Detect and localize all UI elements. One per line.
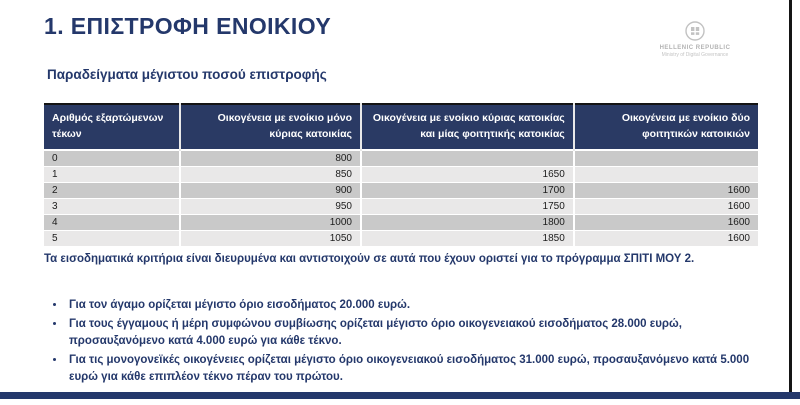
table-row-3 [44, 199, 758, 215]
table-cell: 1000 [180, 215, 361, 231]
table-cell: 1700 [361, 183, 574, 199]
slide-right-border [789, 0, 792, 393]
table-cell: 950 [180, 199, 361, 215]
hellenic-republic-logo [645, 20, 745, 58]
table-cell: 2 [52, 185, 58, 196]
table-cell: 3 [52, 201, 58, 212]
column-header-0: Αριθμός εξαρτώμενων τέκων [44, 104, 180, 150]
table-body [44, 150, 758, 246]
table-cell [574, 167, 758, 183]
table-caption: Παραδείγματα μέγιστου ποσού επιστροφής [47, 67, 327, 82]
table-cell [361, 150, 574, 167]
table-header-row [44, 104, 758, 150]
table-cell: 850 [180, 167, 361, 183]
table-cell: 1 [52, 169, 58, 180]
income-criteria-list [44, 297, 778, 388]
income-criteria-intro: Τα εισοδηματικά κριτήρια είναι διευρυμένα και αντιστοιχούν σε αυτά που έχουν οριστεί για το πρόγραμμα ΣΠΙΤΙ ΜΟΥ 2. [44, 253, 695, 265]
income-criteria-bullet-0: • Για τον άγαμο ορίζεται μέγιστο όριο εισοδήματος 20.000 ευρώ. [66, 297, 778, 314]
slide-footer-bar [0, 392, 800, 399]
column-header-1: Οικογένεια με ενοίκιο μόνο κύριας κατοικίας [180, 104, 361, 150]
hellenic-republic-emblem-icon [684, 20, 706, 42]
income-criteria-bullet-2: • Για τις μονογονεϊκές οικογένειες ορίζεται μέγιστο όριο οικογενειακού εισοδήματος 31.000 ευρώ, προσαυξανόμενο κατά 5.000 ευρώ για κάθε επιπλέον τέκνο πέραν του πρώτου. [66, 352, 778, 385]
table-row-0 [44, 150, 758, 167]
table-row-2 [44, 183, 758, 199]
column-header-2: Οικογένεια με ενοίκιο κύριας κατοικίας και μίας φοιτητικής κατοικίας [361, 104, 574, 150]
table-cell: 5 [52, 233, 58, 244]
column-header-3: Οικογένεια με ενοίκιο δύο φοιτητικών κατοικιών [574, 104, 758, 150]
logo-text-line1: HELLENIC REPUBLIC [659, 45, 731, 51]
table-cell: 1750 [361, 199, 574, 215]
max-refund-table [44, 103, 758, 246]
table-cell: 800 [180, 150, 361, 167]
table-cell: 1600 [574, 215, 758, 231]
table-cell: 1800 [361, 215, 574, 231]
table-row-5 [44, 231, 758, 247]
income-criteria-bullet-1: • Για τους έγγαμους ή μέρη συμφώνου συμβίωσης ορίζεται μέγιστο όριο οικογενειακού εισοδήματος 28.000 ευρώ, προσαυξανόμενο κατά 4.000 ευρώ για κάθε τέκνο. [66, 316, 778, 349]
table-cell: 0 [52, 153, 58, 164]
table-row-4 [44, 215, 758, 231]
table-cell: 900 [180, 183, 361, 199]
table-cell: 1650 [361, 167, 574, 183]
table-cell: 1050 [180, 231, 361, 247]
table-cell: 4 [52, 217, 58, 228]
table-cell: 1600 [574, 199, 758, 215]
table-cell: 1850 [361, 231, 574, 247]
page-title: 1. ΕΠΙΣΤΡΟΦΗ ΕΝΟΙΚΙΟΥ [44, 13, 332, 39]
table-cell [574, 150, 758, 167]
logo-text-line2: Ministry of Digital Governance [661, 52, 729, 58]
table-cell: 1600 [574, 231, 758, 247]
table-cell: 1600 [574, 183, 758, 199]
table-row-1 [44, 167, 758, 183]
